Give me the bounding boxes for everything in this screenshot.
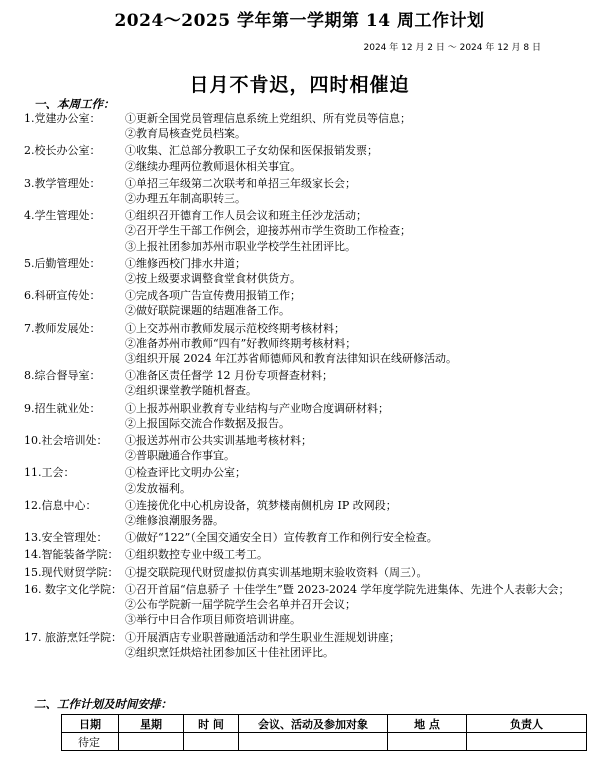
schedule-table bbox=[61, 714, 587, 751]
work-item: ②准备苏州市教师“四有”好教师终期考核材料； bbox=[125, 336, 357, 350]
work-item: ①上交苏州市教师发展示范校终期考核材料； bbox=[125, 321, 345, 335]
work-item: ③举行中日合作项目师资培训讲座。 bbox=[125, 613, 301, 627]
department-items bbox=[125, 288, 589, 318]
work-item: ②办理五年制高职转三。 bbox=[125, 192, 246, 206]
department-name: 16. 数字文化学院： bbox=[24, 582, 122, 596]
work-item: ①召开首届“信息骄子 十佳学生”暨 2023-2024 学年度学院先进集体、先进个人表彰大会； bbox=[125, 582, 570, 596]
department-row bbox=[24, 565, 589, 580]
department-row bbox=[24, 465, 589, 495]
work-item: ①收集、汇总部分教职工子女幼保和医保报销发票； bbox=[125, 144, 378, 158]
department-name: 15.现代财贸学院： bbox=[24, 565, 119, 579]
department-name: 10.社会培训处： bbox=[24, 434, 108, 448]
department-items bbox=[125, 256, 589, 286]
schedule-header-row bbox=[62, 715, 587, 733]
department-items bbox=[125, 582, 589, 628]
department-name: 8.综合督导室： bbox=[24, 369, 101, 383]
department-name: 17. 旅游烹饪学院： bbox=[24, 630, 122, 644]
department-name: 1.党建办公室： bbox=[24, 112, 101, 125]
work-item: ②组织烹饪烘焙社团参加区十佳社团评比。 bbox=[125, 645, 334, 659]
work-item: ②继续办理两位教师退休相关事宜。 bbox=[125, 159, 301, 173]
table-row bbox=[62, 733, 587, 751]
department-name: 6.科研宣传处： bbox=[24, 289, 101, 303]
department-row bbox=[24, 176, 589, 206]
work-item: ②公布学院新一届学院学生会名单并召开会议； bbox=[125, 598, 356, 612]
department-row bbox=[24, 208, 589, 254]
work-item: ②召开学生干部工作例会，迎接苏州市学生资助工作检查； bbox=[125, 224, 411, 238]
section-heading-weekly-work: 一、本周工作： bbox=[34, 97, 115, 111]
date-range: 2024 年 12 月 2 日 ～ 2024 年 12 月 8 日 bbox=[363, 43, 541, 53]
work-item: ①上报苏州职业教育专业结构与产业吻合度调研材料； bbox=[125, 401, 389, 415]
department-row bbox=[24, 288, 589, 318]
page-title: 2024～2025 学年第一学期第 14 周工作计划 bbox=[114, 11, 485, 31]
work-item: ②上报国际交流合作数据及报告。 bbox=[125, 416, 290, 430]
col-location-header: 地 点 bbox=[388, 715, 467, 733]
work-item: ①连接优化中心机房设备，筑梦楼南侧机房 IP 改网段； bbox=[125, 498, 397, 512]
work-item: ①更新全国党员管理信息系统上党组织、所有党员等信息； bbox=[125, 112, 411, 125]
work-item: ②维修浪潮服务器。 bbox=[125, 514, 224, 528]
cell-weekday bbox=[119, 733, 184, 751]
department-row bbox=[24, 433, 589, 463]
department-name: 14.智能装备学院： bbox=[24, 548, 119, 562]
work-item: ②组织课堂教学随机督查。 bbox=[125, 384, 257, 398]
department-items bbox=[125, 433, 589, 463]
department-row bbox=[24, 321, 589, 367]
department-row bbox=[24, 368, 589, 398]
work-item: ①开展酒店专业职普融通活动和学生职业生涯规划讲座； bbox=[125, 630, 400, 644]
department-items bbox=[125, 547, 589, 562]
work-item: ③上报社团参加苏州市职业学校学生社团评比。 bbox=[125, 239, 356, 253]
cell-owner bbox=[467, 733, 587, 751]
department-row bbox=[24, 582, 589, 628]
department-items bbox=[125, 143, 589, 173]
work-item: ①准备区责任督学 12 月份专项督查材料； bbox=[125, 369, 333, 383]
department-name: 3.教学管理处： bbox=[24, 176, 101, 190]
work-item: ②按上级要求调整食堂食材供货方。 bbox=[125, 272, 301, 286]
work-item: ②做好联院课题的结题准备工作。 bbox=[125, 304, 290, 318]
department-name: 11.工会： bbox=[24, 466, 75, 480]
cell-activity bbox=[239, 733, 388, 751]
department-items bbox=[125, 401, 589, 431]
department-name: 2.校长办公室： bbox=[24, 144, 101, 158]
department-name: 4.学生管理处： bbox=[24, 209, 101, 223]
work-item: ②发放福利。 bbox=[125, 481, 191, 495]
department-name: 7.教师发展处： bbox=[24, 321, 101, 335]
department-row bbox=[24, 143, 589, 173]
department-name: 5.后勤管理处： bbox=[24, 256, 101, 270]
work-item: ①组织召开德育工作人员会议和班主任沙龙活动； bbox=[125, 209, 367, 223]
department-items bbox=[125, 208, 589, 254]
work-item: ③组织开展 2024 年江苏省师德师风和教育法律知识在线研修活动。 bbox=[125, 352, 457, 366]
department-row bbox=[24, 256, 589, 286]
work-item: ①完成各项广告宣传费用报销工作； bbox=[125, 289, 301, 303]
col-weekday-header: 星期 bbox=[119, 715, 184, 733]
work-item: ②教育局核查党员档案。 bbox=[125, 127, 246, 141]
col-date-header: 日期 bbox=[62, 715, 119, 733]
col-activity-header: 会议、活动及参加对象 bbox=[239, 715, 388, 733]
department-row bbox=[24, 401, 589, 431]
department-row bbox=[24, 547, 589, 562]
department-items bbox=[125, 465, 589, 495]
department-items bbox=[125, 498, 589, 528]
department-row bbox=[24, 111, 589, 141]
department-items bbox=[125, 630, 589, 660]
department-name: 12.信息中心： bbox=[24, 498, 97, 512]
cell-location bbox=[388, 733, 467, 751]
department-items bbox=[125, 111, 589, 141]
work-item: ①单招三年级第二次联考和单招三年级家长会； bbox=[125, 176, 356, 190]
department-row bbox=[24, 530, 589, 545]
department-list bbox=[24, 111, 589, 662]
department-items bbox=[125, 321, 589, 367]
work-item: ①组织数控专业中级工考工。 bbox=[125, 548, 268, 562]
department-items bbox=[125, 368, 589, 398]
cell-date: 待定 bbox=[62, 733, 119, 751]
motto: 日月不肯迟，四时相催迫 bbox=[189, 74, 410, 96]
department-name: 13.安全管理处： bbox=[24, 531, 108, 545]
department-items bbox=[125, 176, 589, 206]
col-owner-header: 负责人 bbox=[467, 715, 587, 733]
col-time-header: 时 间 bbox=[184, 715, 239, 733]
work-item: ①做好“122”（全国交通安全日）宣传教育工作和例行安全检查。 bbox=[125, 531, 438, 545]
work-item: ②普职融通合作事宜。 bbox=[125, 449, 235, 463]
work-item: ①维修西校门排水井道； bbox=[125, 256, 246, 270]
section-heading-schedule: 二、工作计划及时间安排： bbox=[34, 697, 172, 711]
work-item: ①提交联院现代财贸虚拟仿真实训基地期末验收资料（周三）。 bbox=[125, 565, 428, 579]
work-item: ①检查评比文明办公室； bbox=[125, 466, 246, 480]
department-row bbox=[24, 498, 589, 528]
work-item: ①报送苏州市公共实训基地考核材料； bbox=[125, 434, 312, 448]
department-name: 9.招生就业处： bbox=[24, 401, 101, 415]
department-items bbox=[125, 565, 589, 580]
cell-time bbox=[184, 733, 239, 751]
department-items bbox=[125, 530, 589, 545]
department-row bbox=[24, 630, 589, 660]
